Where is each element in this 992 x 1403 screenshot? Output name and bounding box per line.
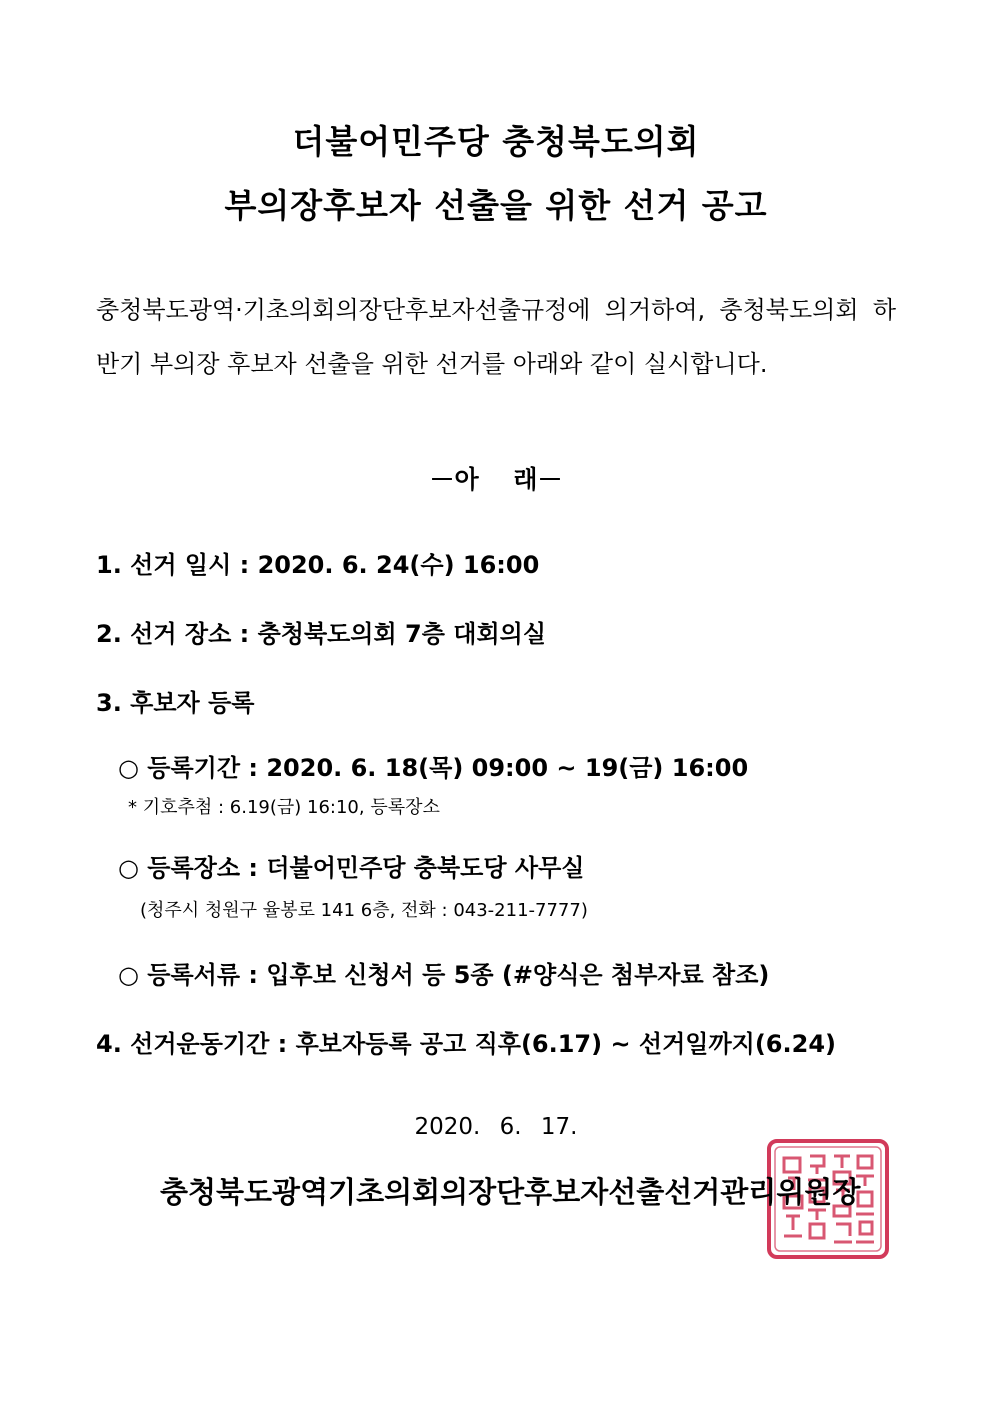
- registration-place: ○ 등록장소 : 더불어민주당 충북도당 사무실: [118, 854, 585, 882]
- intro-paragraph: [96, 283, 896, 391]
- notice-date: 2020. 6. 17.: [414, 1114, 578, 1140]
- registration-documents: ○ 등록서류 : 입후보 신청서 등 5종 (#양식은 첨부자료 참조): [118, 961, 770, 989]
- election-committee-chair: 충청북도광역기초의회의장단후보자선출선거관리위원장: [160, 1175, 861, 1209]
- registration-period: ○ 등록기간 : 2020. 6. 18(목) 09:00 ~ 19(금) 16:00: [118, 754, 749, 782]
- section-heading: －아 래－: [429, 465, 563, 494]
- title-line-2: 부의장후보자 선출을 위한 선거 공고: [224, 186, 768, 225]
- title-line-1: 더불어민주당 충청북도의회: [292, 122, 700, 161]
- intro-text: 충청북도광역·기초의회의장단후보자선출규정에 의거하여, 충청북도의회 하반기 부의장 후보자 선출을 위한 선거를 아래와 같이 실시합니다.: [96, 296, 896, 378]
- lottery-note: * 기호추첨 : 6.19(금) 16:10, 등록장소: [128, 797, 440, 818]
- item-campaign-period: 4. 선거운동기간 : 후보자등록 공고 직후(6.17) ~ 선거일까지(6.24): [96, 1030, 836, 1058]
- item-election-datetime: 1. 선거 일시 : 2020. 6. 24(수) 16:00: [96, 551, 540, 579]
- item-candidate-registration: 3. 후보자 등록: [96, 689, 255, 717]
- office-address-note: (청주시 청원구 율봉로 141 6층, 전화 : 043-211-7777): [140, 900, 588, 921]
- item-election-place: 2. 선거 장소 : 충청북도의회 7층 대회의실: [96, 620, 547, 648]
